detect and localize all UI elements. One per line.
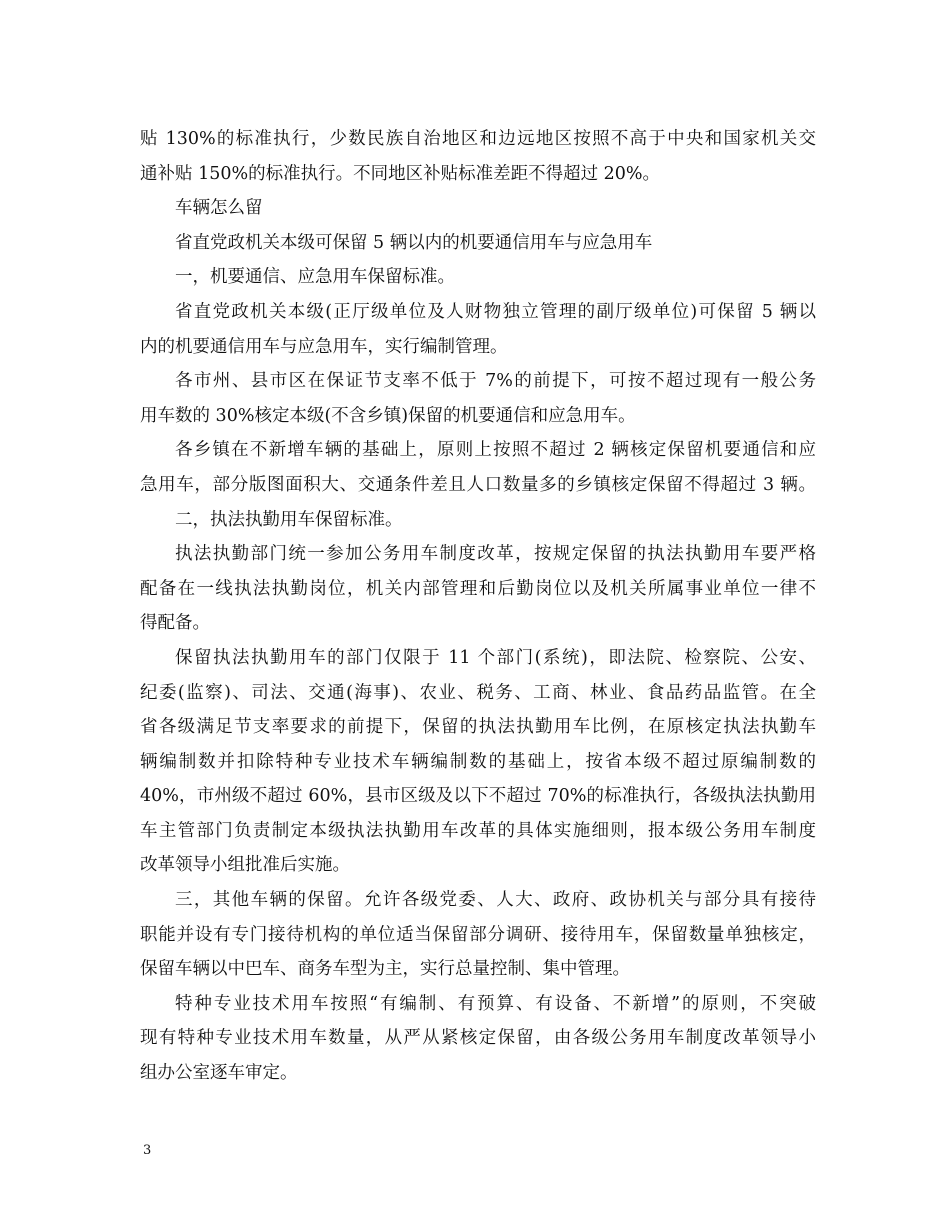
text-line-9: 用车数的 30%核定本级(不含乡镇)保留的机要通信和应急用车。: [140, 405, 636, 426]
text-line-20: 40%，市州级不超过 60%，县市区级及以下不超过 70%的标准执行，各级执法执勤用: [140, 786, 816, 807]
text-line-28: 组办公室逐车审定。: [140, 1063, 298, 1084]
section-heading-3: 三，其他车辆的保留。允许各级党委、人大、政府、政协机关与部分具有接待: [175, 890, 816, 911]
text-line-21: 车主管部门负责制定本级执法执勤用车改革的具体实施细则，报本级公务用车制度: [140, 820, 816, 841]
page-number: 3: [143, 1143, 152, 1158]
text-line-18: 省各级满足节支率要求的前提下，保留的执法执勤用车比例，在原核定执法执勤车: [140, 717, 816, 738]
section-heading-2: 二，执法执勤用车保留标准。: [175, 509, 403, 530]
text-line-2: 通补贴 150%的标准执行。不同地区补贴标准差距不得超过 20%。: [140, 163, 661, 184]
text-line-11: 急用车，部分版图面积大、交通条件差且人口数量多的乡镇核定保留不得超过 3 辆。: [140, 474, 816, 495]
text-line-26: 特种专业技术用车按照“有编制、有预算、有设备、不新增”的原则，不突破: [175, 993, 816, 1014]
text-line-15: 得配备。: [140, 613, 210, 634]
text-line-19: 辆编制数并扣除特种专业技术车辆编制数的基础上，按省本级不超过原编制数的: [140, 751, 816, 772]
text-line-8: 各市州、县市区在保证节支率不低于 7%的前提下，可按不超过现有一般公务: [175, 371, 816, 392]
text-line-1: 贴 130%的标准执行，少数民族自治地区和边远地区按照不高于中央和国家机关交: [140, 129, 816, 149]
text-line-6: 省直党政机关本级(正厅级单位及人财物独立管理的副厅级单位)可保留 5 辆以: [175, 301, 816, 322]
text-line-7: 内的机要通信用车与应急用车，实行编制管理。: [140, 336, 508, 357]
section-heading-vehicles: 车辆怎么留: [175, 198, 263, 219]
text-line-13: 执法执勤部门统一参加公务用车制度改革，按规定保留的执法执勤用车要严格: [175, 544, 816, 565]
text-line-16: 保留执法执勤用车的部门仅限于 11 个部门(系统)，即法院、检察院、公安、: [175, 647, 816, 668]
text-line-24: 职能并设有专门接待机构的单位适当保留部分调研、接待用车，保留数量单独核定，: [140, 924, 816, 945]
section-heading-1: 一，机要通信、应急用车保留标准。: [175, 267, 455, 288]
document-body: [140, 122, 816, 1091]
subheading-provincial-retention: 省直党政机关本级可保留 5 辆以内的机要通信用车与应急用车: [175, 232, 653, 253]
text-line-10: 各乡镇在不新增车辆的基础上，原则上按照不超过 2 辆核定保留机要通信和应: [175, 440, 816, 461]
text-line-17: 纪委(监察)、司法、交通(海事)、农业、税务、工商、林业、食品药品监管。在全: [140, 682, 816, 703]
text-line-27: 现有特种专业技术用车数量，从严从紧核定保留，由各级公务用车制度改革领导小: [140, 1028, 816, 1049]
text-line-14: 配备在一线执法执勤岗位，机关内部管理和后勤岗位以及机关所属事业单位一律不: [140, 578, 816, 599]
text-line-25: 保留车辆以中巴车、商务车型为主，实行总量控制、集中管理。: [140, 959, 630, 980]
text-line-22: 改革领导小组批准后实施。: [140, 855, 350, 876]
